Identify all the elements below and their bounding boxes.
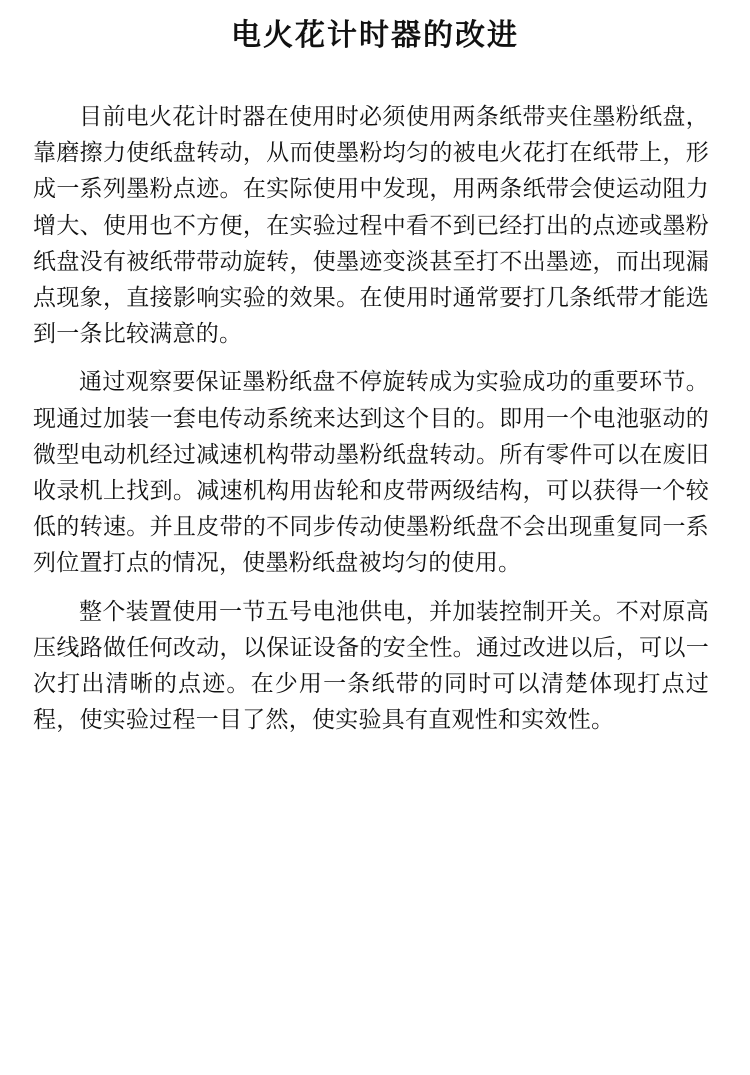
document-body bbox=[33, 99, 709, 738]
document-title: 电火花计时器的改进 bbox=[231, 18, 519, 53]
paragraph-3: 整个装置使用一节五号电池供电，并加装控制开关。不对原高压线路做任何改动，以保证设备的安全性。通过改进以后，可以一次打出清晰的点迹。在少用一条纸带的同时可以清楚体现打点过程，使实验过程一目了然，使实验具有直观性和实效性。 bbox=[33, 598, 709, 734]
paragraph-1: 目前电火花计时器在使用时必须使用两条纸带夹住墨粉纸盘，靠磨擦力使纸盘转动，从而使墨粉均匀的被电火花打在纸带上，形成一系列墨粉点迹。在实际使用中发现，用两条纸带会使运动阻力增大、使用也不方便，在实验过程中看不到已经打出的点迹或墨粉纸盘没有被纸带带动旋转，使墨迹变淡甚至打不出墨迹，而出现漏点现象，直接影响实验的效果。在使用时通常要打几条纸带才能选到一条比较满意的。 bbox=[33, 104, 709, 348]
paragraph-2: 通过观察要保证墨粉纸盘不停旋转成为实验成功的重要环节。现通过加装一套电传动系统来达到这个目的。即用一个电池驱动的微型电动机经过减速机构带动墨粉纸盘转动。所有零件可以在废旧收录机上找到。减速机构用齿轮和皮带两级结构，可以获得一个较低的转速。并且皮带的不同步传动使墨粉纸盘不会出现重复同一系列位置打点的情况，使墨粉纸盘被均匀的使用。 bbox=[33, 369, 709, 577]
